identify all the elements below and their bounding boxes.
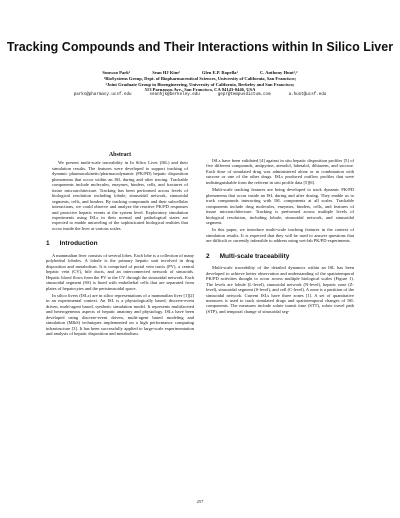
paragraph: Multi-scale traceability of the detailed dynamics within an ISL has been developed to achieve better observation and understanding of the spatiotemporal PK/PD activities thought to occur across multiple biological scales (Figure 1). The levels are lobule (L-level), sinusoidal network (N-level), hepatic zone (Z-level), sinusoidal segment (S-level), and cell (C-level). A zone is a partition of the sinusoidal network. Current ISLs have three zones [1]. A set of quantitative measures is used to track simulated drugs and spatiotemporal changes of ISL components. The measures include solute transit time (STT), solute travel path (STP), and temporal change of sinusoidal seg- — [206, 265, 354, 314]
section-heading-introduction — [46, 241, 194, 246]
page-number: 257 — [196, 499, 204, 504]
section-title: Introduction — [59, 240, 98, 248]
author-name: C. Anthony Hunt¹,² — [259, 70, 298, 75]
email: parks@pharmacy.ucsf.edu — [73, 93, 132, 98]
section-heading-multi-scale — [206, 254, 354, 259]
abstract-text: We present multi-scale traceability in In Silico Liver (ISL) and their simulation results. The features were developed to support tracking of dynamic pharmacokinetic/pharmacodynamic (PK/PD) hepatic disposition phenomena that occur within an ISL during and after tracing. Trackable components include molecules, enzymes, binders, cells, and fractures of tissue microarchitecture. Tracking has been performed across levels of biological resolution including lobule, sinusoidal network, sinusoidal segments, cells, and binders. By tracking compounds and their subcellular interactions, we could observe and analyze the reactive PK/PD responses and proactive hepatic events at the system level. Exploratory simulation experiments using ISLs in their normal and pathological states are expected to enable unraveling of the sophisticated biological realities that occur inside the liver at various scales. — [52, 160, 188, 231]
affiliation-1: ¹BioSystems Group, Dept. of Biopharmaceutical Sciences, University of California, San Francisco; — [103, 75, 297, 81]
author-name: Sunwoo Park¹ — [102, 70, 131, 75]
email: gepr@tempusdictum.com — [217, 93, 271, 98]
author-name: Sean HJ Kim² — [152, 70, 180, 75]
paragraph: ISLs have been validated [4] against in situ hepatic disposition profiles [5] of five different compounds, antipyrine, atenolol, labetalol, diltiazem, and sucrose. Each dose of simulated drug was administered alone or in combination with sucrose or one of the other drugs. ISLs produced outflow profiles that were indistinguishable from the referent in situ profile data [5][6]. — [206, 158, 354, 185]
email: a.hunt@ucsf.edu — [288, 93, 327, 98]
email: seanhjk@berkeley.edu — [149, 93, 200, 98]
abstract-body — [46, 160, 194, 231]
paragraph: In silico livers (ISLs) are in silico representations of a mammalian liver [1][2] in an experimental context. An ISL is a physiologically based, discrete-event driven, multi-agent based, synthetic simulation model. It represents multifaceted and heterogeneous aspects of hepatic anatomy and physiology. ISLs have been developed using discrete-event driven, multi-agent based modeling and simulation (M&S) techniques implemented on a high performance computing infrastructure [3]. It has been successfully applied to large-scale experimentation and analysis of hepatic disposition and metabolism. — [46, 292, 194, 337]
affiliation-2: ²Joint Graduate Group in Bioengineering, University of California, Berkeley and San Francisco; — [105, 81, 295, 87]
author-emails — [40, 93, 360, 99]
section-title: Multi-scale traceability — [219, 252, 290, 260]
paper-title: Tracking Compounds and Their Interactions within In Silico Liver — [6, 40, 394, 54]
abstract-heading: Abstract — [108, 152, 132, 158]
section-number: 2 — [206, 252, 210, 260]
author-block — [40, 70, 360, 99]
section-number: 1 — [46, 240, 50, 248]
author-name: Glen E.P. Ropella¹ — [201, 70, 238, 75]
paragraph: Multi-scale tracking features are being developed to track dynamic PK/PD phenomena that occur inside an ISL during and after dosing. They enable us to track compounds interacting with ISL components at all scales. Trackable components include drug molecules, enzymes, binders, cells, and features of tissue microarchitecture. Tracking is performed across multiple levels of biological resolution, including lobule, sinusoidal network, and sinusoidal segment. — [206, 187, 354, 225]
right-column — [206, 158, 354, 316]
paragraph: A mammalian liver consists of several lobes. Each lobe is a collection of many polyhedral lobules. A lobule is the primary hepatic unit involved in drug disposition and metabolism. It is comprised of portal vein tracts (PV), a central hepatic vein (CV), bile ducts, and an interconnected network of sinusoids. Hepatic blood flows from the PV to the CV through the sinusoidal network. Each sinusoidal segment (SS) is lined with endothelial cells that are separated from plates of hepatocytes and the perisinusoidal space. — [46, 252, 194, 291]
paragraph: In this paper, we introduce multi-scale tracking features in the context of simulation results. It is expected that they will be used to answer questions that are difficult or currently infeasible to address using wet-lab PK/PD experiments. — [206, 227, 354, 244]
left-column — [46, 153, 194, 339]
address: 513 Parnassus Ave., San Francisco, CA 94143-0446, USA — [144, 87, 256, 93]
